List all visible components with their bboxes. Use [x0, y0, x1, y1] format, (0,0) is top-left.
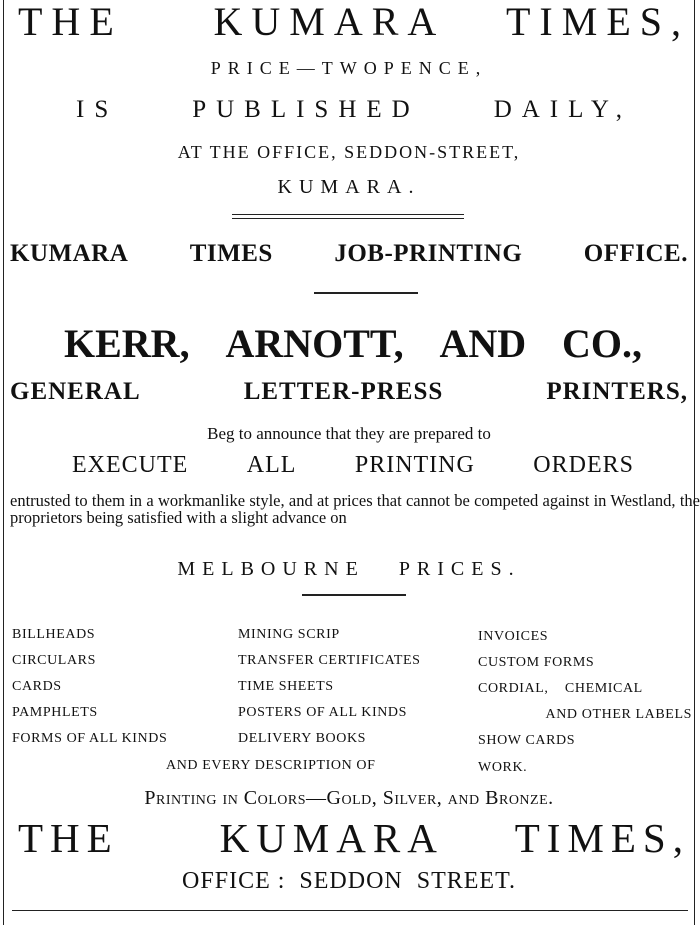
- list-item: PAMPHLETS: [12, 705, 98, 720]
- masthead-word: TIMES,: [506, 0, 690, 44]
- footer-masthead: [4, 814, 694, 862]
- list-item: DELIVERY BOOKS: [238, 731, 367, 746]
- list-item: INVOICES: [478, 629, 549, 644]
- divider: [232, 214, 464, 215]
- work-list-col-3: [478, 624, 692, 754]
- list-item: TRANSFER CERTIFICATES: [238, 653, 421, 668]
- trade-word: LETTER-PRESS: [243, 378, 444, 405]
- trade-word: PRINTERS,: [546, 378, 688, 405]
- list-item: FORMS OF ALL KINDS: [12, 731, 168, 746]
- trade-line: [4, 378, 694, 406]
- work-list-closing: AND EVERY DESCRIPTION OF: [166, 758, 376, 773]
- firm-word: CO.,: [562, 321, 642, 366]
- advertisement-page: [3, 0, 700, 925]
- list-item: POSTERS OF ALL KINDS: [238, 705, 408, 720]
- list-item: SHOW CARDS: [478, 733, 576, 748]
- town-line: KUMARA.: [277, 176, 421, 198]
- office-line: AT THE OFFICE, SEDDON-STREET,: [177, 142, 521, 162]
- list-item: BILLHEADS: [12, 627, 96, 642]
- work-list-closing-tail: WORK.: [478, 760, 528, 775]
- list-item: CUSTOM FORMS: [478, 655, 595, 670]
- firm-word: AND: [439, 321, 527, 366]
- melbourne-line: [4, 558, 694, 581]
- heading-word: JOB-PRINTING: [334, 240, 523, 267]
- firm-word: ARNOTT,: [225, 321, 404, 366]
- list-item: TIME SHEETS: [238, 679, 334, 694]
- work-list-col-2: [238, 622, 421, 752]
- melbourne-word: PRICES.: [398, 558, 521, 580]
- execute-word: EXECUTE: [72, 452, 189, 478]
- heading-word: OFFICE.: [583, 240, 688, 267]
- bottom-rule: [12, 910, 688, 911]
- list-item: CIRCULARS: [12, 653, 96, 668]
- masthead: [4, 0, 694, 45]
- divider: [232, 218, 464, 219]
- announce-line: Beg to announce that they are prepared to: [207, 424, 491, 443]
- masthead-word: KUMARA: [213, 0, 446, 44]
- list-item: CORDIAL, CHEMICAL: [478, 681, 643, 696]
- trade-word: GENERAL: [10, 378, 141, 405]
- published-word: DAILY,: [493, 96, 632, 123]
- colors-line: Printing in Colors—Gold, Silver, and Bronze.: [144, 787, 554, 809]
- list-item: AND OTHER LABELS: [545, 707, 692, 722]
- firm-name: [4, 320, 694, 367]
- published-word: PUBLISHED: [192, 96, 420, 123]
- published-line: [4, 96, 694, 124]
- masthead-word: TIMES,: [514, 815, 690, 861]
- divider: [302, 594, 406, 596]
- execute-word: PRINTING: [354, 452, 475, 478]
- heading-word: TIMES: [189, 240, 273, 267]
- divider: [314, 292, 418, 294]
- price-line: PRICE—TWOPENCE,: [210, 58, 488, 78]
- published-word: IS: [76, 96, 119, 123]
- masthead-word: THE: [18, 815, 119, 861]
- execute-line: [4, 452, 694, 479]
- firm-word: KERR,: [64, 321, 190, 366]
- job-office-heading: [4, 240, 694, 268]
- melbourne-word: MELBOURNE: [177, 558, 365, 580]
- list-item: CARDS: [12, 679, 62, 694]
- list-item: MINING SCRIP: [238, 627, 340, 642]
- heading-word: KUMARA: [10, 240, 129, 267]
- masthead-word: THE: [18, 0, 123, 44]
- execute-word: ORDERS: [533, 452, 634, 478]
- body-text: entrusted to them in a workmanlike style, and at prices that cannot be competed against in Westland, the proprietors being satisfied with a slight advance on: [10, 491, 700, 527]
- execute-word: ALL: [246, 452, 297, 478]
- work-list-col-1: [12, 622, 167, 752]
- masthead-word: KUMARA: [219, 815, 444, 861]
- footer-office: OFFICE : SEDDON STREET.: [182, 868, 516, 894]
